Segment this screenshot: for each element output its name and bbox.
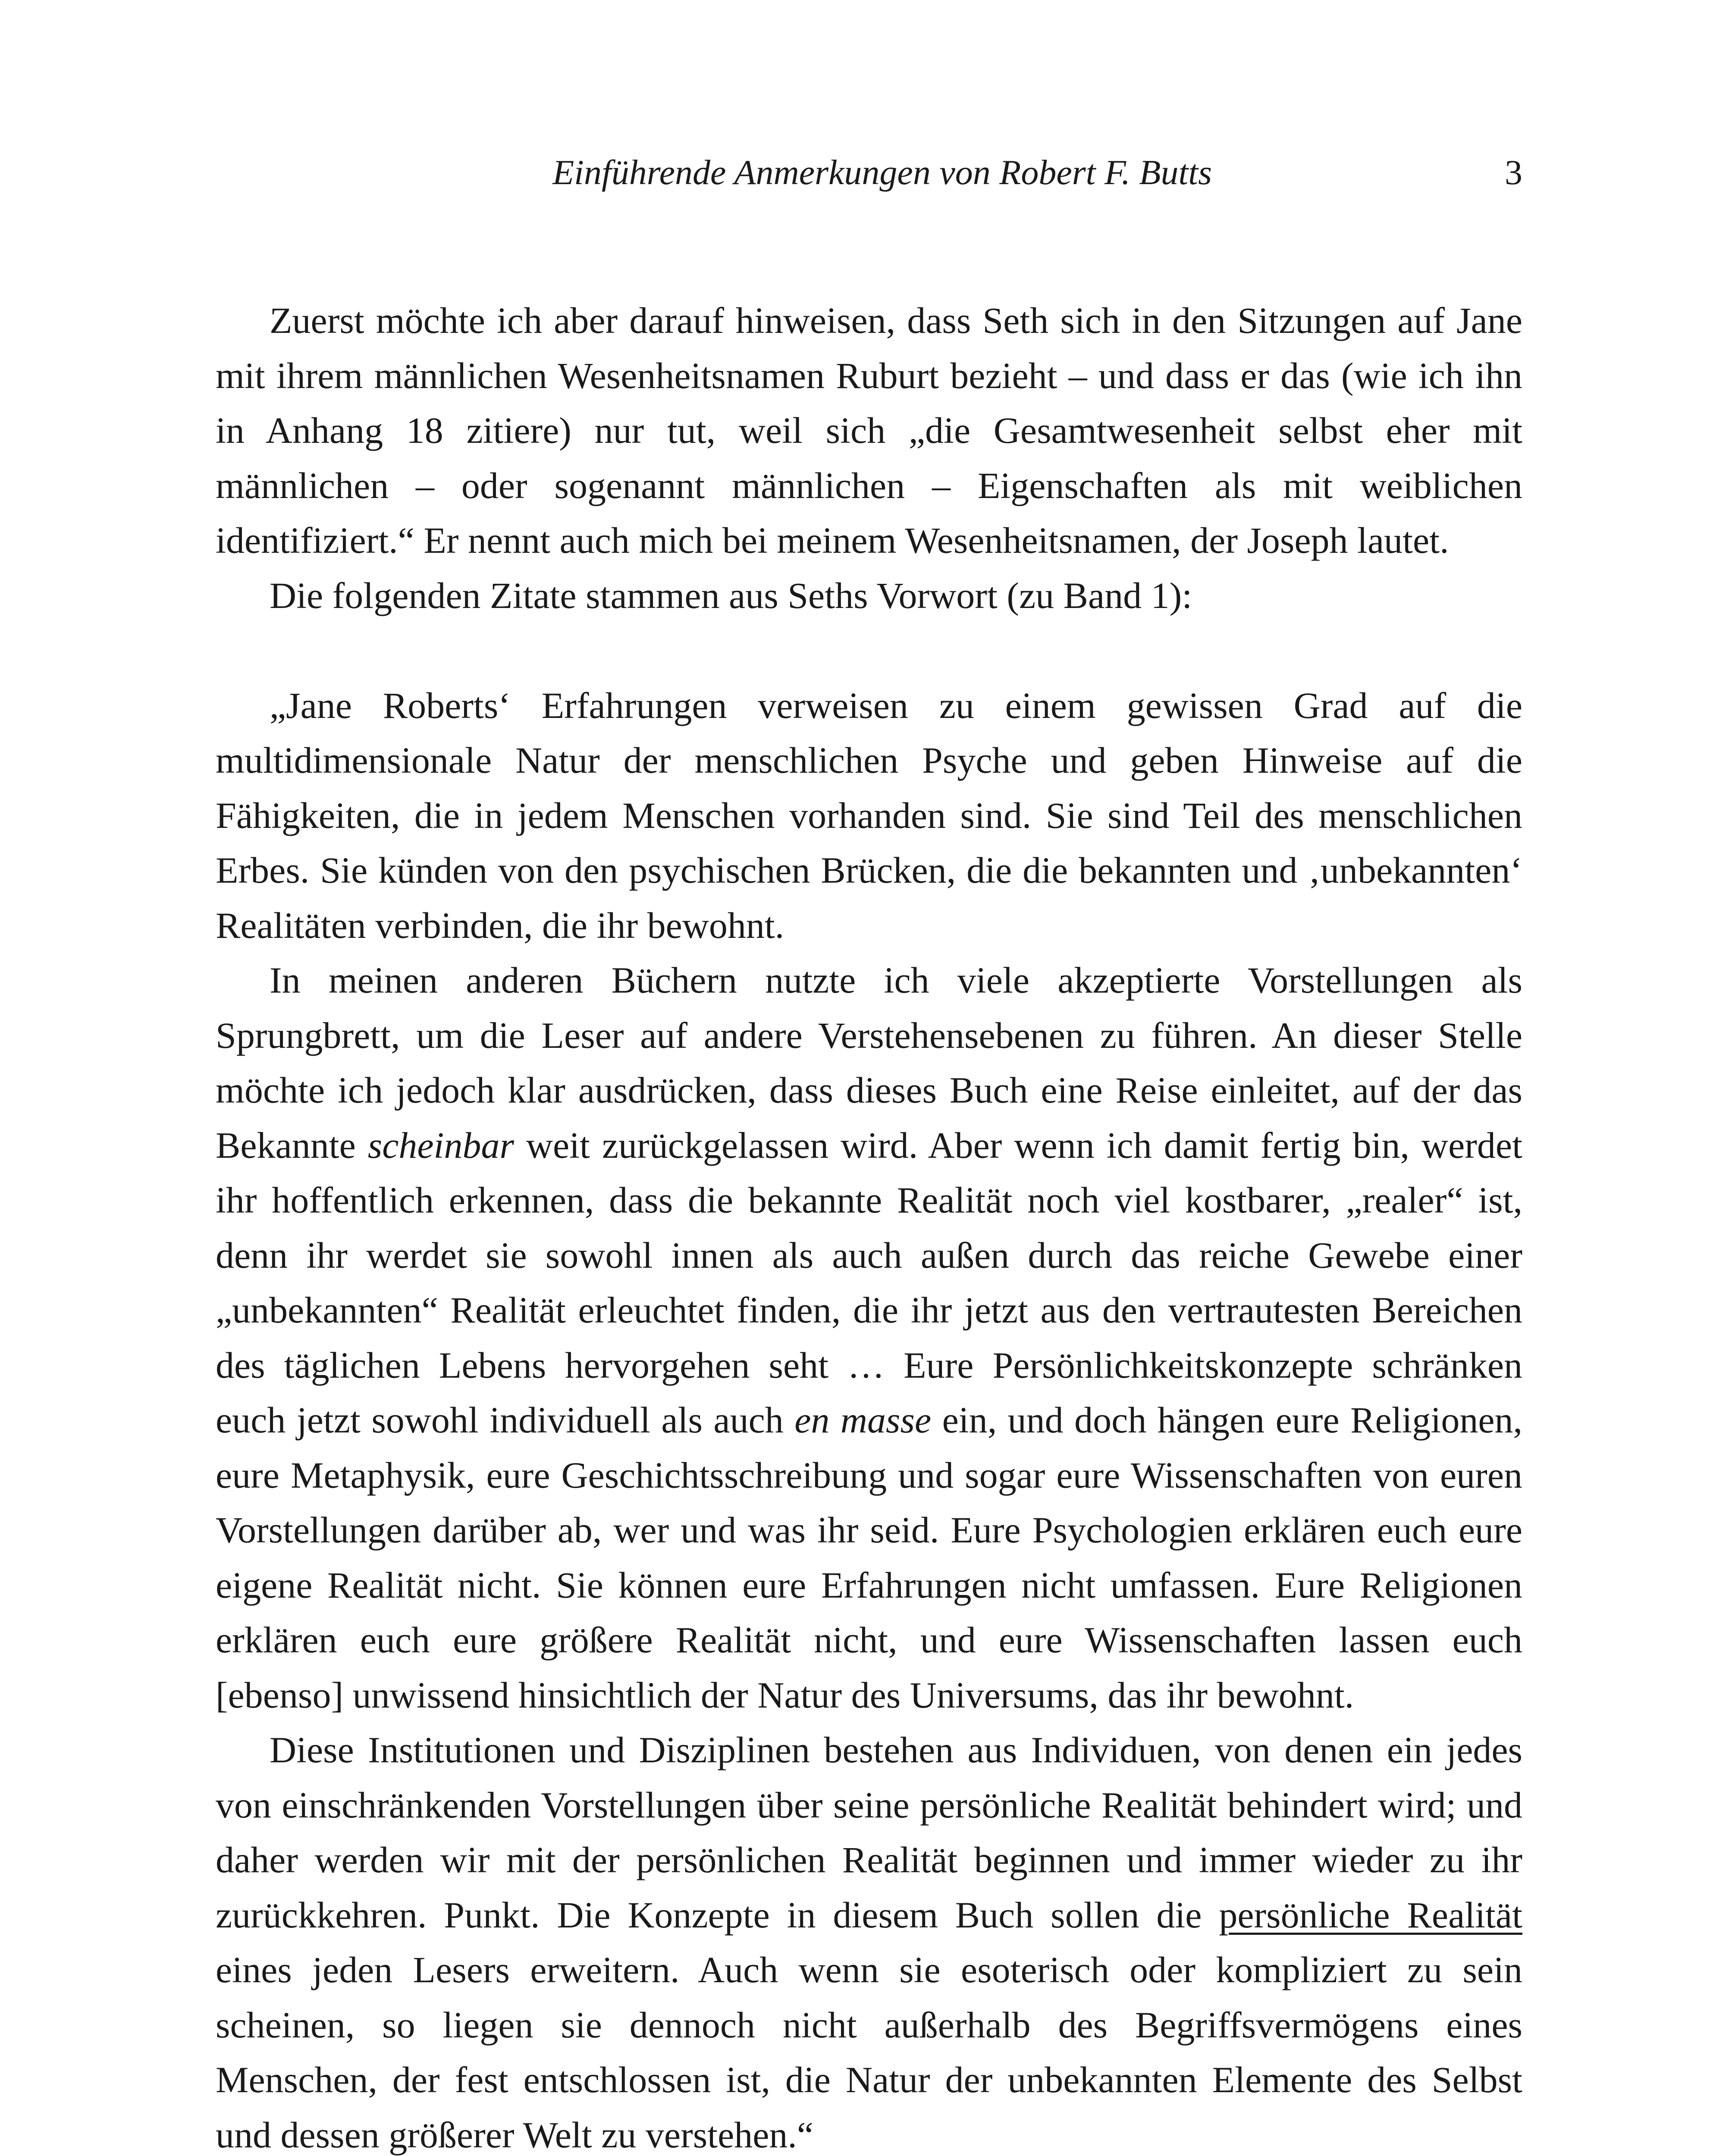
text-run: Diese Institutionen und Disziplinen bestehen aus Individuen, von denen ein jedes von einschränkenden Vorstellungen über seine persönliche Realität behindert wird; und daher werden wir mit der persönlichen Realität beginnen und immer wieder zu ihr zurückkehren. Punkt. Die Konzepte in diesem Buch sollen die (216, 1729, 1522, 1936)
text-run: weit zurückgelassen wird. Aber wenn ich damit fertig bin, werdet ihr hoffentlich erkennen, dass die bekannte Realität noch viel kostbarer, „realer“ ist, denn ihr werdet sie sowohl innen als auch außen durch das reiche Gewebe einer „unbekannten“ Realität erleuchtet finden, die ihr jetzt aus den vertrautesten Bereichen des täglichen Lebens hervorgehen seht … Eure Persönlichkeitskonzepte schränken euch jetzt sowohl individuell als auch (216, 1124, 1522, 1441)
text-run: eines jeden Lesers erweitern. Auch wenn sie esoterisch oder kompliziert zu sein scheinen, so liegen sie dennoch nicht außerhalb des Begriffsvermögens eines Menschen, der fest entschlossen ist, die Natur der unbekannten Elemente des Selbst und dessen größerer Welt zu verstehen.“ (216, 1949, 1522, 2156)
main-text (216, 293, 1522, 2156)
paragraph-quote-2 (216, 953, 1522, 1723)
underlined-persoenliche-realitaet: persönliche Realität (1219, 1894, 1522, 1936)
running-head (216, 147, 1522, 198)
paragraph-intro: Zuerst möchte ich aber darauf hinweisen, dass Seth sich in den Sitzungen auf Jane mit ihrem männlichen Wesenheitsnamen Ruburt bezieht – und dass er das (wie ich ihn in Anhang 18 zitiere) nur tut, weil sich „die Gesamtwesenheit selbst eher mit männlichen – oder sogenannt männlichen – Eigenschaften als mit weiblichen identifiziert.“ Er nennt auch mich bei meinem Wesenheitsnamen, der Joseph lautet. (216, 300, 1522, 561)
paragraph-quote-lead: Die folgenden Zitate stammen aus Seths Vorwort (zu Band 1): (270, 574, 1192, 616)
paragraph-quote-1: „Jane Roberts‘ Erfahrungen verweisen zu einem gewissen Grad auf die multidimensionale Natur der menschlichen Psyche und geben Hinweise auf die Fähigkeiten, die in jedem Menschen vorhanden sind. Sie sind Teil des menschlichen Erbes. Sie künden von den psychischen Brücken, die die bekannten und ‚unbekannten‘ Realitäten verbinden, die ihr bewohnt. (216, 684, 1522, 946)
running-title: Einführende Anmerkungen von Robert F. Butts (552, 153, 1212, 192)
emphasis-en-masse: en masse (794, 1399, 932, 1441)
text-run: In meinen anderen Büchern nutzte ich viele akzeptierte Vorstellungen als Sprungbrett, um die Leser auf andere Verstehensebenen zu führen. An dieser Stelle möchte ich jedoch klar ausdrücken, dass dieses Buch eine Reise einleitet, auf der das Bekannte (216, 959, 1522, 1166)
emphasis-scheinbar: scheinbar (367, 1124, 514, 1166)
page-number: 3 (1505, 153, 1522, 192)
paragraph-quote-3 (216, 1723, 1522, 2156)
text-run: ein, und doch hängen eure Religionen, eure Metaphysik, eure Geschichtsschreibung und sogar eure Wissenschaften von euren Vorstellungen darüber ab, wer und was ihr seid. Eure Psychologien erklären euch eure eigene Realität nicht. Sie können eure Erfahrungen nicht umfassen. Eure Religionen erklären euch eure größere Realität nicht, und eure Wissenschaften lassen euch [ebenso] unwissend hinsichtlich der Natur des Universums, das ihr bewohnt. (216, 1399, 1522, 1716)
